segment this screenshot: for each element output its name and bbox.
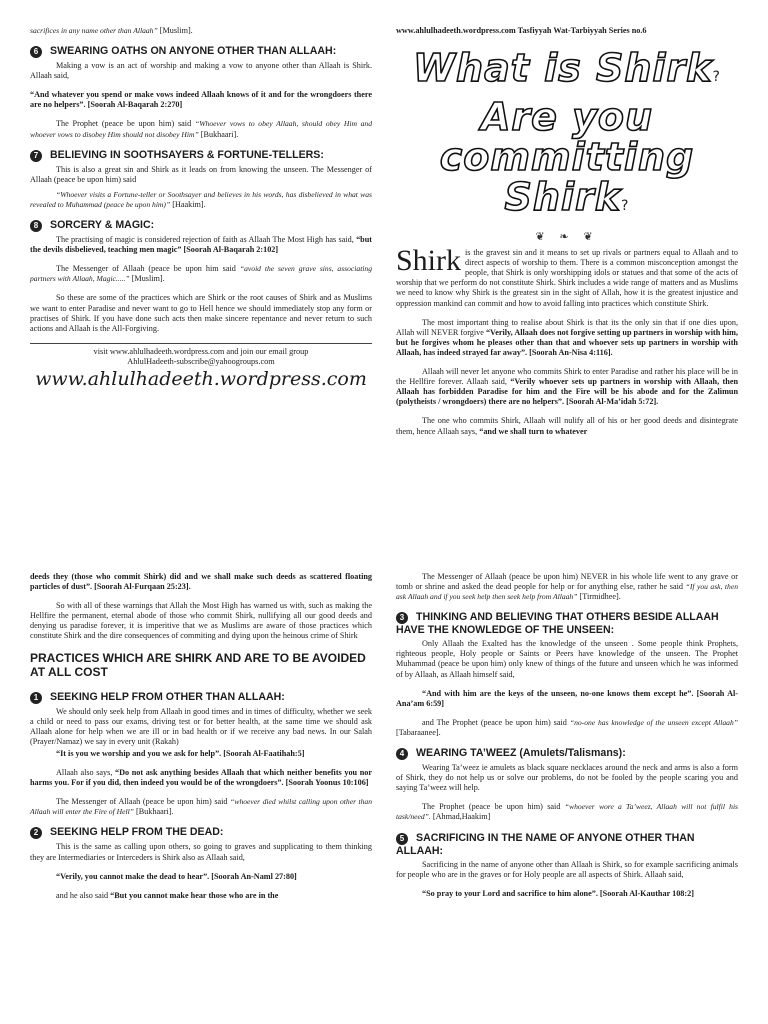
section-3-quote: “And with him are the keys of the unseen, no-one knows them except he”. [Soorah Al-Ana’am 6:59] — [396, 688, 738, 708]
section-7-heading: 7 BELIEVING IN SOOTHSAYERS & FORTUNE-TELLERS: — [30, 149, 372, 162]
section-4-heading: 4 WEARING TA’WEEZ (Amulets/Talismans): — [396, 747, 738, 760]
section-6-heading: 6 SWEARING OATHS ON ANYONE OTHER THAN ALLAAH: — [30, 45, 372, 58]
section-2-heading: 2 SEEKING HELP FROM THE DEAD: — [30, 826, 372, 839]
intro-paradise: Allaah will never let anyone who commits Shirk to enter Paradise and rather his place will be in the Hellfire forever. Allaah said, “Verily whoever sets up partners in worship with Allaah, then Allaah has forbidden Paradise for him and the Fire will be his abode and for the Zalimun (polytheists / wrongdoers) there are no helpers”. [Soorah Al-Ma’idah 5:72]. — [396, 367, 739, 407]
section-6-quote: “And whatever you spend or make vows indeed Allaah knows of it and for the wrongdoers there are no helpers”. [Soorah Al-Baqarah 2:270] — [30, 90, 372, 110]
number-badge: 6 — [30, 46, 42, 58]
section-6-hadith: The Prophet (peace be upon him) said “Whoever vows to obey Allaah, should obey Him and whoever vows to disobey Him should not disobey Him” [Bukhaari]. — [30, 119, 372, 139]
signature-line-1: visit www.ahlulhadeeth.wordpress.com and join our email group — [93, 346, 309, 356]
intro-paragraph: Shirk is the gravest sin and it means to set up rivals or partners equal to Allaah and to direct aspects of worship to them. There is a common misconception amongst the people, that Shirk is only worshipping idols or statues and that some of the acts of worship that we perform do not constitute Shirk. Shirk includes a wide range of matters and as Muslims we need to know why Shirk is the greatest sin in the sight of Allah, how it is the greatest injustice and oppression mankind can commit and how to avoid falling into practices which constitute Shirk. — [396, 244, 738, 308]
section-7-hadith: “Whoever visits a Fortune-teller or Soothsayer and believes in his words, has disbelieved in what was revealed to Muhammad (peace be upon him)” [Haakim]. — [30, 189, 372, 209]
number-badge: 2 — [30, 827, 42, 839]
section-2-text: This is the same as calling upon others, so going to graves and supplicating to them thinking they are Intermediaries or Interceders is Shirk also as Allaah said, — [30, 842, 372, 862]
ornament: ❦ ❧ ❦ — [535, 231, 599, 243]
section-4-hadith: The Prophet (peace be upon him) said “whoever wore a Ta’weez, Allaah will not fulfil his task/need”. [Ahmad,Haakim] — [396, 802, 739, 822]
section-3-heading: 3 THINKING AND BELIEVING THAT OTHERS BESIDE ALLAAH HAVE THE KNOWLEDGE OF THE UNSEEN: — [396, 611, 719, 637]
title-line-2: Are you — [480, 95, 654, 139]
number-badge: 3 — [396, 612, 408, 624]
signature-url[interactable]: www.ahlulhadeeth.wordpress.com — [35, 367, 367, 390]
number-badge: 1 — [30, 692, 42, 704]
prophet-never-text: The Messenger of Allaah (peace be upon him) NEVER in his whole life went to any grave or tomb or shrine and asked the dead people for help or for anything else, rather he said “If you ask, then ask Allaah and if you seek help then seek help from Allaah” [Tirmidhee]. — [396, 572, 738, 602]
section-3-text: Only Allaah the Exalted has the knowledge of the unseen . Some people think Prophets, righteous people, Holy people or Saints or Peers have knowledge of the unseen. The Prophet Muhammad (peace be upon him) only knew of things of the future and unseen which he was informed of by Allaah, as Allaah himself said, — [396, 639, 738, 679]
section-8-text: The practising of magic is considered rejection of faith as Allaah The Most High has said, “but the devils disbelieved, teaching men magic” [Soorah Al-Baqarah 2:102] — [30, 235, 372, 255]
section-1-hadith: The Messenger of Allaah (peace be upon him) said “whoever died whilst calling upon other than Allaah will enter the Fire of Hell” [Bukhaari]. — [30, 797, 372, 817]
signature-block — [30, 343, 372, 391]
section-8-heading: 8 SORCERY & MAGIC: — [30, 219, 372, 232]
top-right-column — [396, 48, 738, 446]
signature-email[interactable]: AhlulHadeeth-subscribe@yahoogroups.com — [127, 356, 275, 366]
section-6-text: Making a vow is an act of worship and making a vow to anyone other than Allaah is Shirk. Allaah said, — [30, 61, 372, 81]
graffiti-title — [396, 48, 738, 226]
section-5-heading: 5 SACRIFICING IN THE NAME OF ANYONE OTHER THAN ALLAAH: — [396, 831, 695, 857]
title-line-1: What is Shirk? — [413, 46, 721, 90]
bottom-left-column — [30, 572, 372, 910]
number-badge: 8 — [30, 220, 42, 232]
intro-unforgivable: The most important thing to realise about Shirk is that its the only sin that if one dies upon, Allah will NEVER forgive “Verily, Allaah does not forgive setting up partners in worship with him, but he forgives whom he pleases other than that and whoever sets up partners in worship with Allaah, has indeed strayed far away”. [Soorah An-Nisa 4:116]. — [396, 317, 739, 357]
title-line-3: committing Shirk? — [439, 135, 695, 219]
section-1-text: We should only seek help from Allaah in good times and in times of difficulty, whether we seek a child or need to pass our exams, driving test or for better health, at the same time we should ask Allaah alone for help when we are ill or in bad health or if we receive any bad news. In our Salah (Prayer/Namaz) we say in every unit (Rakah) — [30, 706, 372, 746]
section-5-text: Sacrificing in the name of anyone other than Allaah is Shirk, so for example sacrificing animals for people who are in the graves or for Holy people are all aspects of Shirk. Allaah said, — [396, 859, 738, 879]
section-8-hadith: The Messenger of Allaah (peace be upon him said “avoid the seven grave sins, associating partners with Allaah, Magic.....” [Muslim]. — [30, 264, 373, 284]
number-badge: 4 — [396, 748, 408, 760]
number-badge: 7 — [30, 150, 42, 162]
bottom-right-column — [396, 572, 738, 908]
section-7-text: This is also a great sin and Shirk as it leads on from knowing the unseen. The Messenger of Allaah (peace be upon him) said — [30, 164, 372, 184]
top-left-column — [30, 26, 372, 391]
practices-heading: PRACTICES WHICH ARE SHIRK AND ARE TO BE AVOIDED AT ALL COST — [30, 650, 366, 679]
section-5-quote: “So pray to your Lord and sacrifice to him alone”. [Soorah Al-Kauthar 108:2] — [422, 888, 694, 898]
header-url: www.ahlulhadeeth.wordpress.com Tasfiyyah Wat-Tarbiyyah Series no.6 — [396, 26, 647, 35]
section-4-text: Wearing Ta’weez ie amulets as black square necklaces around the neck and arms is also a form of Shirk, they do not help us or solve our problems, do not be fooled by the people scaring you and saying Ta’weez will help. — [396, 763, 738, 793]
continued-quote: sacrifices in any name other than Allaah” — [30, 26, 158, 35]
number-badge: 5 — [396, 833, 408, 845]
warnings-paragraph: So with all of these warnings that Allah the Most High has warned us with, such as making the Hellfire the permanent, eternal abode of those who commit Shirk, nullifying all our good deeds and denying us paradise forever, it is imperitive that we as Muslims are aware of those practices which constitute Shirk and the dire consequences of commiting and dying upon the heinous crime of Shirk — [30, 601, 372, 641]
section-1-quote-2: Allaah also says, “Do not ask anything besides Allaah that which neither benefits you nor harms you. For if you did, then indeed you would be of the wrongdoers”. [Soorah Yoonus 10:106] — [30, 768, 372, 788]
continued-furqaan-quote: deeds they (those who commit Shirk) did and we shall make such deeds as scattered floating particles of dust”. [Soorah Al-Furqaan 25:23]. — [30, 572, 372, 592]
section-2-quote-2: and he also said “But you cannot make hear those who are in the — [56, 890, 279, 900]
section-1-heading: 1 SEEKING HELP FROM OTHER THAN ALLAAH: — [30, 691, 372, 704]
continued-ref: [Muslim]. — [159, 26, 193, 35]
intro-nullify: The one who commits Shirk, Allaah will nulify all of his or her good deeds and disintegrate them, hence Allaah says, “and we shall turn to whatever — [396, 416, 738, 436]
drop-cap: Shirk — [396, 244, 462, 278]
section-2-quote-1: “Verily, you cannot make the dead to hear”. [Soorah An-Naml 27:80] — [56, 871, 297, 881]
section-3-hadith: and The Prophet (peace be upon him) said “no-one has knowledge of the unseen except Allaah” [Tabaraanee]. — [396, 717, 738, 737]
section-1-quote-1: “It is you we worship and you we ask for help”. [Soorah Al-Faatihah:5] — [56, 748, 305, 758]
section-8-conclusion: So these are some of the practices which are Shirk or the root causes of Shirk and as Muslims we want to enter Paradise and never want to go to Hell hence we should immediately stop any form or practises of Shirk. If you have done such acts then make sincere repentance and never return to such actions and Allaah is the All-Forgiving. — [30, 293, 372, 333]
